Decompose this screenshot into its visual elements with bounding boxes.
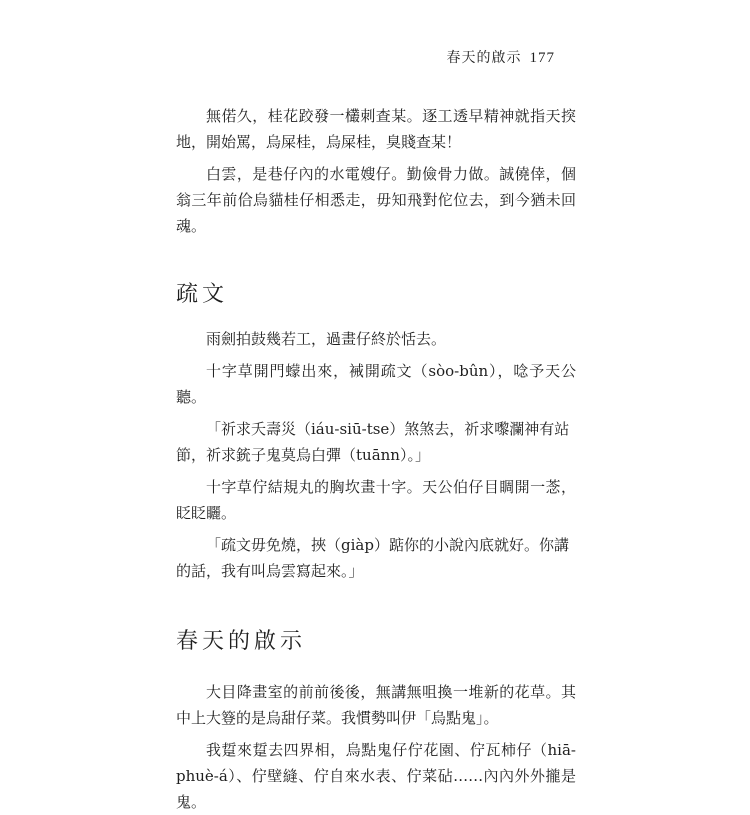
paragraph: 無偌久，桂花跤發一欉刺查某。逐工透早精神就指天揬地，開始罵，烏屎桂，烏屎桂，臭賤查某！ bbox=[176, 107, 576, 151]
page-body bbox=[176, 103, 576, 815]
paragraph: 十字草佇結規丸的胸坎畫十字。天公伯仔目睭開一菍，眨眨矖。 bbox=[176, 478, 576, 522]
shuwen-section bbox=[176, 326, 576, 584]
running-header-title: 春天的啟示 bbox=[446, 50, 522, 66]
paragraph: 我踅來踅去四界相，烏點鬼仔佇花園、佇瓦柿仔（hiā-phuè-á）、佇壁縫、佇自來水表、佇菜砧……內內外外攏是鬼。 bbox=[176, 741, 576, 811]
section-heading-spring: 春天的啟示 bbox=[176, 629, 307, 654]
spring-section bbox=[176, 679, 576, 815]
quote-paragraph: 「疏文毋免燒，挾（giàp）踮你的小說內底就好。你講的話，我有叫烏雲寫起來。」 bbox=[176, 536, 569, 580]
paragraph: 大目降畫室的前前後後，無講無咀換一堆新的花草。其中上大簦的是烏甜仔菜。我慣勢叫伊「烏點鬼」。 bbox=[176, 683, 576, 727]
section-heading-shuwen: 疏文 bbox=[176, 282, 229, 307]
intro-section bbox=[176, 103, 576, 239]
paragraph: 白雲，是巷仔內的水電嫂仔。勤儉骨力做。誠僥倖，個翁三年前佮烏貓桂仔相悉走，毋知飛對佗位去，到今猶未回魂。 bbox=[176, 165, 576, 235]
running-header bbox=[447, 47, 556, 67]
quote-paragraph: 「祈求夭壽災（iáu-siū-tse）煞煞去，祈求嚟瀾神有站節，祈求銃子鬼莫烏白彈（tuānn）。」 bbox=[176, 420, 570, 464]
page-number: 177 bbox=[529, 50, 555, 66]
paragraph: 十字草開門蠓出來，裓開疏文（sòo-bûn），唸予天公聽。 bbox=[176, 362, 576, 406]
paragraph: 雨劍拍鼓幾若工，過畫仔終於恬去。 bbox=[206, 330, 447, 348]
